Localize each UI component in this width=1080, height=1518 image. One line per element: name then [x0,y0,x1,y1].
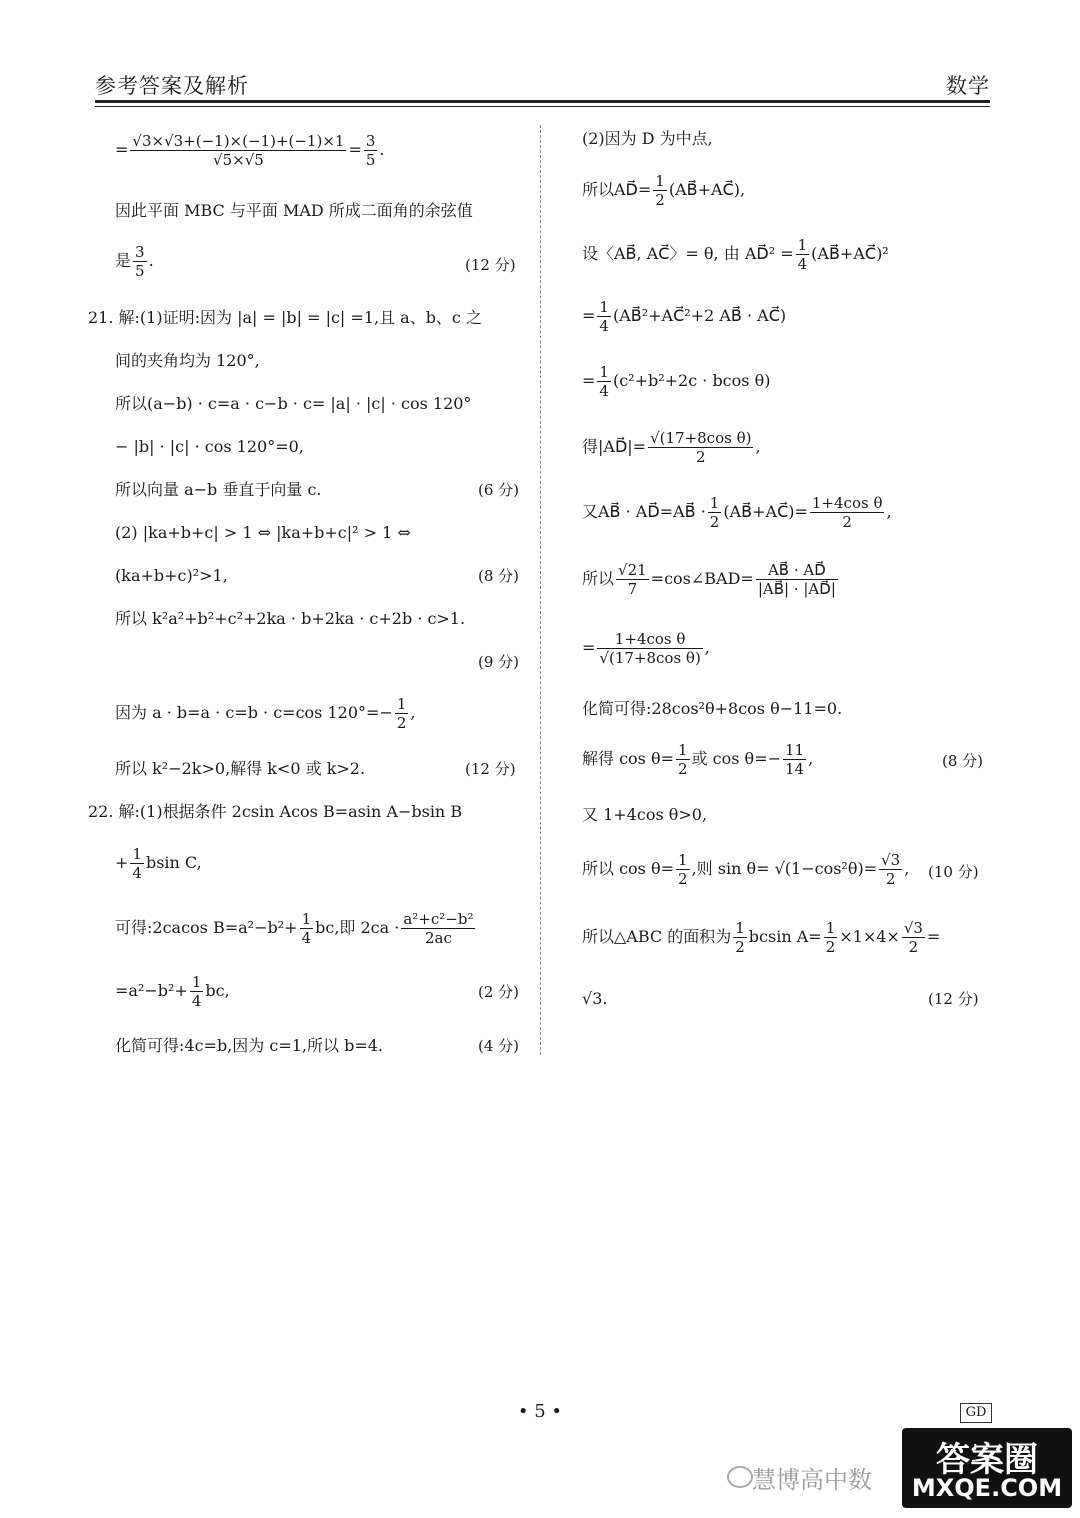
right-line-11: 解得 cos θ= $\frac{1}{2}$ 或 cos θ=− $\frac{11}{14}$ , [582,741,814,778]
header-rule-thick [95,100,990,103]
fraction: $\frac{1}{4}$ [191,973,202,1010]
badge-site: MXQE.COM [911,1474,1063,1502]
right-line-14: 所以△ABC 的面积为 $\frac{1}{2}$ bcsin A= $\frac{1}{2}$ ×1×4× $\frac{√3}{2}$ = [582,919,941,956]
right-line-3: 设〈AB⃗, AC⃗〉= θ, 由 AD⃗² = $\frac{1}{4}$ (AB⃗+AC⃗)² [582,236,889,273]
fraction: $\frac{1}{2}$ [678,741,688,778]
score: (2 分) [478,983,520,1001]
right-line-10: 化简可得:28cos²θ+8cos θ−11=0. [582,699,843,718]
score: (8 分) [942,752,984,770]
left-line-2: 因此平面 MBC 与平面 MAD 所成二面角的余弦值 [115,201,473,220]
fraction: $\frac{\text{1+4cos θ}}{\text{√(17+8cos θ)}}$ [599,630,701,667]
right-line-15: √3. [582,989,608,1008]
score: (12 分) [465,256,516,274]
fraction: $\frac{AB⃗ \cdot AD⃗}{|AB⃗| \cdot |AD⃗|}$ [757,561,836,598]
q21-line-2: 间的夹角均为 120°, [115,351,260,370]
fraction: $\frac{1}{4}$ [132,845,142,882]
q21-line-1: 21. 解:(1)证明:因为 |a| = |b| = |c| =1,且 a、b、c 之 [88,308,482,327]
badge-title: 答案圈 [936,1440,1038,1480]
fraction: $\frac{1}{4}$ [797,236,808,273]
left-line-3: 是 $\frac{3}{5}$ . [115,243,154,280]
fraction: $\frac{√3}{2}$ [881,851,901,888]
right-line-8: 所以 $\frac{√21}{7}$ =cos∠BAD= $\frac{AB⃗ \cdot AD⃗}{|AB⃗| \cdot |AD⃗|}$ [582,561,836,598]
fraction: $\frac{\text{√(17+8cos θ)}}{2}$ [650,429,752,466]
left-line-1: = $\frac{√3\times√3+(-1)\times(-1)+(-1)\times 1}{√5\times√5}$ = $\frac{3}{5}$ . [115,132,385,169]
q21-line-9: 因为 a · b=a · c=b · c=cos 120°=− $\frac{1}{2}$ , [115,695,416,732]
q21-line-6: (2) |ka+b+c| > 1 ⇔ |ka+b+c|² > 1 ⇔ [115,523,411,542]
score: (8 分) [478,567,520,585]
right-line-2: 所以AD⃗= $\frac{1}{2}$ (AB⃗+AC⃗), [582,172,746,209]
fraction: $\frac{\text{1+4cos θ}}{2}$ [811,494,883,531]
q22-line-4: =a²−b²+ $\frac{1}{4}$ bc, [115,973,230,1010]
column-divider [540,125,541,1055]
right-line-13: 所以 cos θ= $\frac{1}{2}$ ,则 sin θ= √(1−cos²θ)= $\frac{√3}{2}$ , [582,851,910,888]
fraction: $\frac{11}{14}$ [785,741,805,778]
fraction: $\frac{√3}{2}$ [903,919,923,956]
q21-line-5: 所以向量 a−b 垂直于向量 c. [115,480,322,499]
fraction: $\frac{1}{2}$ [825,919,836,956]
edition-code: GD [960,1403,992,1423]
header-title: 参考答案及解析 [95,74,249,98]
right-line-9: = $\frac{\text{1+4cos θ}}{\text{√(17+8cos θ)}}$ , [582,630,710,667]
q21-line-8: 所以 k²a²+b²+c²+2ka · b+2ka · c+2b · c>1. [115,609,466,628]
fraction: $\frac{3}{5}$ [135,243,145,280]
fraction: $\frac{1}{2}$ [678,851,688,888]
page-number: • 5 • [517,1401,563,1422]
right-line-5: = $\frac{1}{4}$ (c²+b²+2c · bcos θ) [582,363,771,400]
wechat-icon [727,1466,753,1488]
fraction: $\frac{1}{4}$ [599,298,609,335]
right-line-12: 又 1+4cos θ>0, [582,805,708,824]
q22-line-5: 化简可得:4c=b,因为 c=1,所以 b=4. [115,1036,383,1055]
q22-line-1: 22. 解:(1)根据条件 2csin Acos B=asin A−bsin B [88,802,463,821]
right-line-6: 得|AD⃗|= $\frac{\text{√(17+8cos θ)}}{2}$ , [582,429,761,466]
q21-line-4: − |b| · |c| · cos 120°=0, [115,437,304,456]
fraction: $\frac{3}{5}$ [365,132,376,169]
fraction: $\frac{1}{2}$ [735,919,745,956]
q21-line-10: 所以 k²−2k>0,解得 k<0 或 k>2. [115,759,366,778]
score: (12 分) [465,760,516,778]
fraction: $\frac{1}{4}$ [599,363,609,400]
score: (12 分) [928,990,979,1008]
right-line-7: 又AB⃗ · AD⃗=AB⃗ · $\frac{1}{2}$ (AB⃗+AC⃗)= $\frac{\text{1+4cos θ}}{2}$ , [582,494,892,531]
fraction: $\frac{1}{2}$ [709,494,720,531]
score: (6 分) [478,481,520,499]
fraction: $\frac{√21}{7}$ [618,561,647,598]
header-rule-thin [95,106,990,107]
fraction: $\frac{1}{2}$ [396,695,407,732]
header-subject: 数学 [946,74,990,98]
watermark-text: 慧博高中数 [752,1466,872,1494]
score: (4 分) [478,1037,520,1055]
score: (10 分) [928,863,979,881]
fraction: $\frac{√3\times√3+(-1)\times(-1)+(-1)\times 1}{√5\times√5}$ [132,132,345,169]
q21-line-7: (ka+b+c)²>1, [115,566,228,585]
fraction: $\frac{\text{a²+c²−b²}}{2ac}$ [403,910,474,947]
q22-line-3: 可得:2cacos B=a²−b²+ $\frac{1}{4}$ bc,即 2ca · $\frac{\text{a²+c²−b²}}{2ac}$ [115,910,474,947]
right-line-1: (2)因为 D 为中点, [582,129,713,148]
right-line-4: = $\frac{1}{4}$ (AB⃗²+AC⃗²+2 AB⃗ · AC⃗) [582,298,787,335]
watermark-badge [902,1428,1072,1508]
score: (9 分) [478,653,520,671]
q22-line-2: + $\frac{1}{4}$ bsin C, [115,845,202,882]
fraction: $\frac{1}{4}$ [301,910,312,947]
q21-line-3: 所以(a−b) · c=a · c−b · c= |a| · |c| · cos 120° [115,394,472,413]
fraction: $\frac{1}{2}$ [655,172,665,209]
